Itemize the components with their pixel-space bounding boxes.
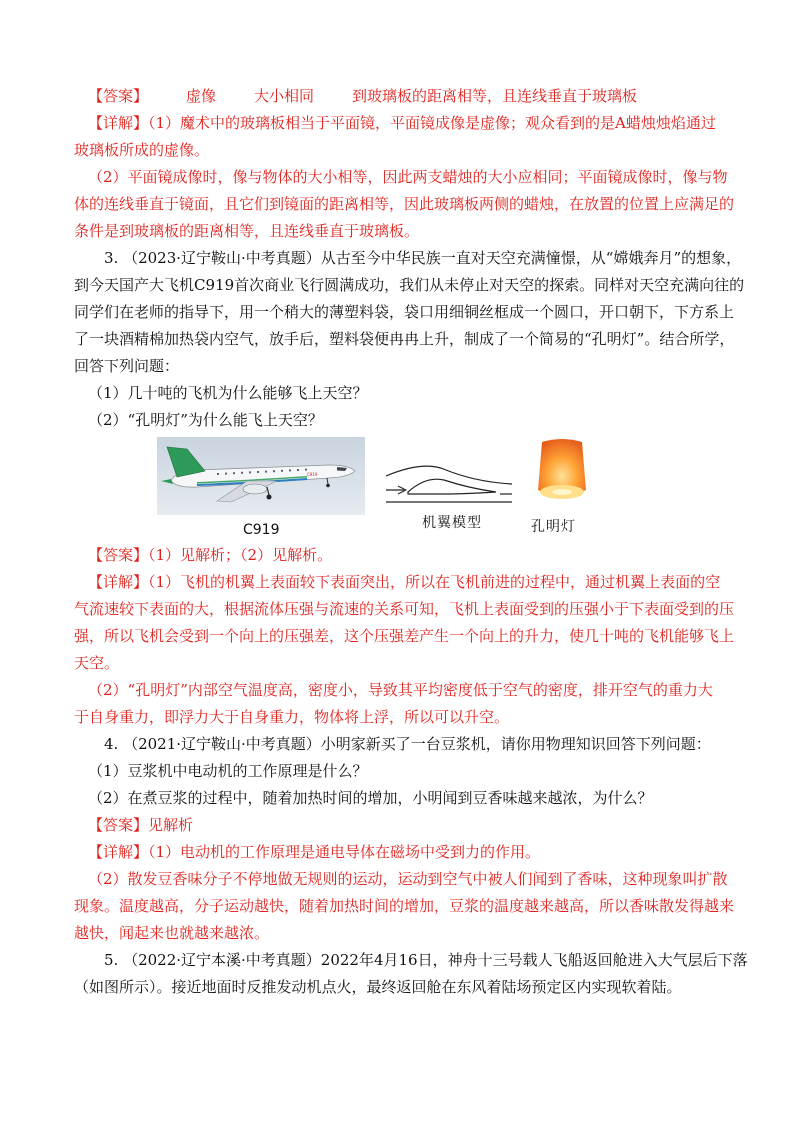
q4-detail-line-3: 现象。温度越高，分子运动越快，随着加热时间的增加，豆浆的温度越来越高，所以香味散发得越来: [74, 897, 735, 915]
answer-part-3: 到玻璃板的距离相等，且连线垂直于玻璃板: [352, 87, 638, 105]
q4-detail-line-4: 越快，闻起来也就越来越浓。: [74, 924, 270, 942]
q2-detail-line-1: 【详解】（1）魔术中的玻璃板相当于平面镜，平面镜成像是虚像；观众看到的是A蜡烛烛焰通过: [88, 114, 716, 132]
wing-model-caption: 机翼模型: [422, 515, 482, 531]
q3-stem-line-2: 到今天国产大飞机C919首次商业飞行圆满成功，我们从未停止对天空的探索。同样对天空充满向往的: [74, 276, 745, 294]
answer-label: 【答案】: [88, 816, 149, 834]
q3-answer-line: 【答案】（1）见解析；（2）见解析。: [88, 546, 333, 564]
q3-detail-line-3: 强，所以飞机会受到一个向上的压强差，这个压强差产生一个向上的升力，使几十吨的飞机能够飞上: [74, 627, 735, 645]
answer-part-1: 虚像: [186, 87, 217, 105]
q3-detail-line-4: 天空。: [74, 654, 120, 672]
q3-subquestion-2: （2）“孔明灯”为什么能飞上天空？: [88, 411, 323, 429]
q3-detail-line-1: 【详解】（1）飞机的机翼上表面较下表面突出，所以在飞机前进的过程中，通过机翼上表面的空: [88, 573, 721, 591]
q2-detail-line-4: 体的连线垂直于镜面，且它们到镜面的距离相等，因此玻璃板两侧的蜡烛，在放置的位置上应满足的: [74, 195, 735, 213]
q3-detail-line-5: （2）“孔明灯”内部空气温度高，密度小，导致其平均密度低于空气的密度，排开空气的重力大: [88, 681, 713, 699]
q4-subquestion-2: （2）在煮豆浆的过程中，随着加热时间的增加，小明闻到豆香味越来越浓，为什么？: [88, 789, 653, 807]
wing-model-diagram: [384, 462, 516, 508]
plane-caption: C919: [243, 522, 280, 538]
q3-stem-line-5: 回答下列问题：: [74, 357, 180, 375]
q2-answer-line: [88, 86, 728, 106]
lantern-photo: [534, 436, 590, 506]
detail-label: 【详解】: [88, 573, 149, 591]
lantern-caption: 孔明灯: [531, 519, 576, 535]
q3-stem-line-1: 3. （2023·辽宁鞍山·中考真题）从古至今中华民族一直对天空充满憧憬，从“嫦娥奔月”的想象，: [104, 249, 742, 267]
q4-detail-line-2: （2）散发豆香味分子不停地做无规则的运动，运动到空气中被人们闻到了香味，这种现象叫扩散: [88, 870, 728, 888]
detail-label: 【详解】: [88, 843, 149, 861]
answer-label: 【答案】: [88, 87, 149, 105]
q3-subquestion-1: （1）几十吨的飞机为什么能够飞上天空？: [88, 384, 368, 402]
q2-detail-line-5: 条件是到玻璃板的距离相等，且连线垂直于玻璃板。: [74, 222, 420, 240]
q4-stem: 4. （2021·辽宁鞍山·中考真题）小明家新买了一台豆浆机，请你用物理知识回答下列问题：: [104, 735, 711, 753]
q5-stem-line-1: 5. （2022·辽宁本溪·中考真题）2022年4月16日，神舟十三号载人飞船返回舱进入大气层后下落: [104, 951, 748, 969]
q3-stem-line-4: 了一块酒精棉加热袋内空气，放手后，塑料袋便冉冉上升，制成了一个简易的“孔明灯”。结合所学，: [74, 330, 735, 348]
q5-stem-line-2: （如图所示）。接近地面时反推发动机点火，最终返回舱在东风着陆场预定区内实现软着陆。: [74, 978, 682, 996]
plane-photo: [157, 437, 365, 515]
answer-part-2: 大小相同: [254, 87, 315, 105]
answer-label: 【答案】: [88, 546, 149, 564]
detail-label: 【详解】: [88, 114, 149, 132]
q4-answer-line: 【答案】见解析: [88, 816, 194, 834]
q3-stem-line-3: 同学们在老师的指导下，用一个稍大的薄塑料袋，袋口用细铜丝框成一个圆口，开口朝下，下方系上: [74, 303, 735, 321]
plane-livery-text: C919: [307, 472, 318, 477]
q3-detail-line-2: 气流速较下表面的大，根据流体压强与流速的关系可知，飞机上表面受到的压强小于下表面受到的压: [74, 600, 735, 618]
q2-detail-line-3: （2）平面镜成像时，像与物体的大小相等，因此两支蜡烛的大小应相同；平面镜成像时，像与物: [88, 168, 728, 186]
q2-detail-line-2: 玻璃板所成的虚像。: [74, 141, 210, 159]
q4-detail-line-1: 【详解】（1）电动机的工作原理是通电导体在磁场中受到力的作用。: [88, 843, 541, 861]
q3-detail-line-6: 于自身重力，即浮力大于自身重力，物体将上浮，所以可以升空。: [74, 708, 510, 726]
q4-subquestion-1: （1）豆浆机中电动机的工作原理是什么？: [88, 762, 368, 780]
